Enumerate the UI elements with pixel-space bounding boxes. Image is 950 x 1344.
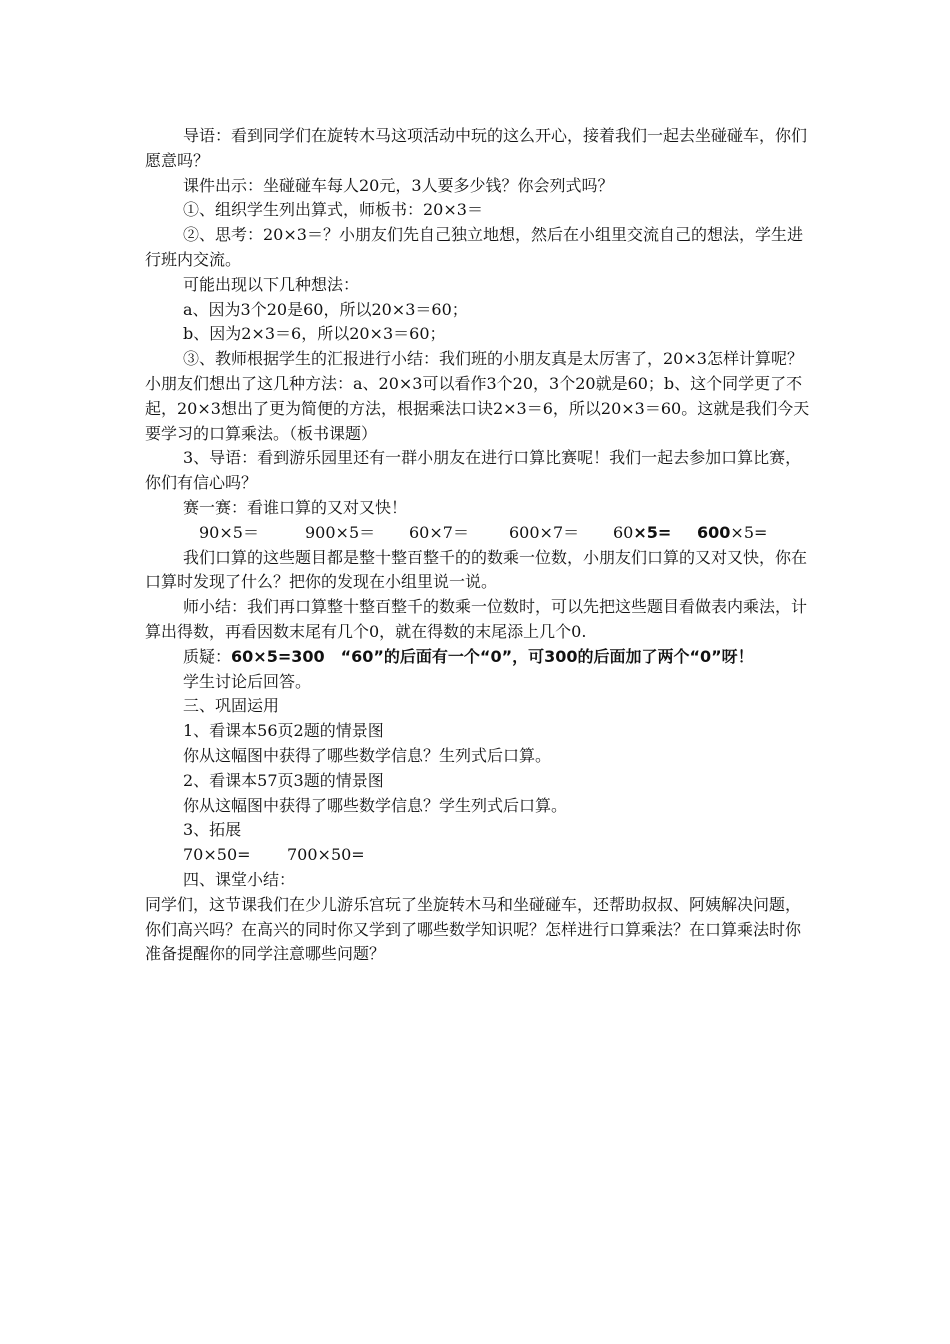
calc-item: 600×7＝ xyxy=(509,522,580,542)
calc-item xyxy=(697,521,767,546)
calc-item: 60×7＝ xyxy=(409,522,469,542)
paragraph-discussion: 学生讨论后回答。 xyxy=(183,671,312,691)
paragraph-intro: 导语：看到同学们在旋转木马这项活动中玩的这么开心，接着我们一起去坐碰碰车，你们愿意吗？ xyxy=(145,126,808,170)
paragraph-idea-b: b、因为2×3＝6，所以20×3＝60； xyxy=(183,324,446,344)
document-body xyxy=(145,124,810,967)
question-label: 质疑： xyxy=(183,646,232,666)
paragraph-exercise-2-desc: 你从这幅图中获得了哪些数学信息？学生列式后口算。 xyxy=(183,795,568,815)
section-heading-consolidate: 三、巩固运用 xyxy=(183,696,280,716)
calc-item xyxy=(613,521,697,546)
paragraph-exercise-2: 2、看课本57页3题的情景图 xyxy=(183,770,384,790)
paragraph-exercise-1: 1、看课本56页2题的情景图 xyxy=(183,721,384,741)
calculation-row xyxy=(145,521,810,546)
paragraph-step-1: ①、组织学生列出算式，师板书：20×3＝ xyxy=(183,200,483,220)
paragraph-exercise-1-desc: 你从这幅图中获得了哪些数学信息？生列式后口算。 xyxy=(183,745,552,765)
calc-item: 90×5＝ xyxy=(199,522,259,542)
paragraph-step-2: ②、思考：20×3＝？小朋友们先自己独立地想，然后在小组里交流自己的想法，学生进行班内交流。 xyxy=(145,225,803,269)
paragraph-extension: 3、拓展 xyxy=(183,820,242,840)
paragraph-ideas: 可能出现以下几种想法： xyxy=(183,274,360,294)
paragraph-question xyxy=(145,645,810,670)
paragraph-step-3: ③、教师根据学生的汇报进行小结：我们班的小朋友真是太厉害了，20×3怎样计算呢？小朋友们想出了这几种方法：a、20×3可以看作3个20，3个20就是60；b、这个同学更了不起，20×3想出了更为简便的方法，根据乘法口诀2×3＝6，所以20×3＝60。这就是我们今天要学习的口算乘法。（板书课题） xyxy=(145,349,810,443)
paragraph-discovery: 我们口算的这些题目都是整十整百整千的的数乘一位数，小朋友们口算的又对又快，你在口算时发现了什么？把你的发现在小组里说一说。 xyxy=(145,547,808,592)
paragraph-idea-a: a、因为3个20是60，所以20×3＝60； xyxy=(183,299,468,319)
paragraph-guide-3: 3、导语：看到游乐园里还有一群小朋友在进行口算比赛呢！我们一起去参加口算比赛，你们有信心吗？ xyxy=(145,448,802,493)
question-bold-text: 60×5=300 “60”的后面有一个“0”，可300的后面加了两个“0”呀！ xyxy=(231,646,754,666)
extension-row xyxy=(145,843,810,868)
calc-item-number: 600 xyxy=(697,522,731,542)
section-heading-summary: 四、课堂小结： xyxy=(183,869,296,889)
ext-item: 700×50= xyxy=(287,845,365,865)
ext-item: 70×50= xyxy=(183,845,251,865)
paragraph-class-summary: 同学们，这节课我们在少儿游乐宫玩了坐旋转木马和坐碰碰车，还帮助叔叔、阿姨解决问题，你们高兴吗？在高兴的同时你又学到了哪些数学知识呢？怎样进行口算乘法？在口算乘法时你准备提醒你的同学注意哪些问题？ xyxy=(145,894,802,964)
paragraph-summary: 师小结：我们再口算整十整百整千的数乘一位数时，可以先把这些题目看做表内乘法，计算出得数，再看因数末尾有几个0，就在得数的末尾添上几个0. xyxy=(145,597,808,641)
paragraph-contest: 赛一赛：看谁口算的又对又快！ xyxy=(183,497,408,517)
calc-item-operator: ×5= xyxy=(730,522,768,542)
calc-item-operator: ×5= xyxy=(633,522,672,542)
calc-item: 900×5＝ xyxy=(305,522,376,542)
calc-item-number: 60 xyxy=(613,522,634,542)
paragraph-courseware: 课件出示：坐碰碰车每人20元，3人要多少钱？你会列式吗？ xyxy=(183,175,614,195)
